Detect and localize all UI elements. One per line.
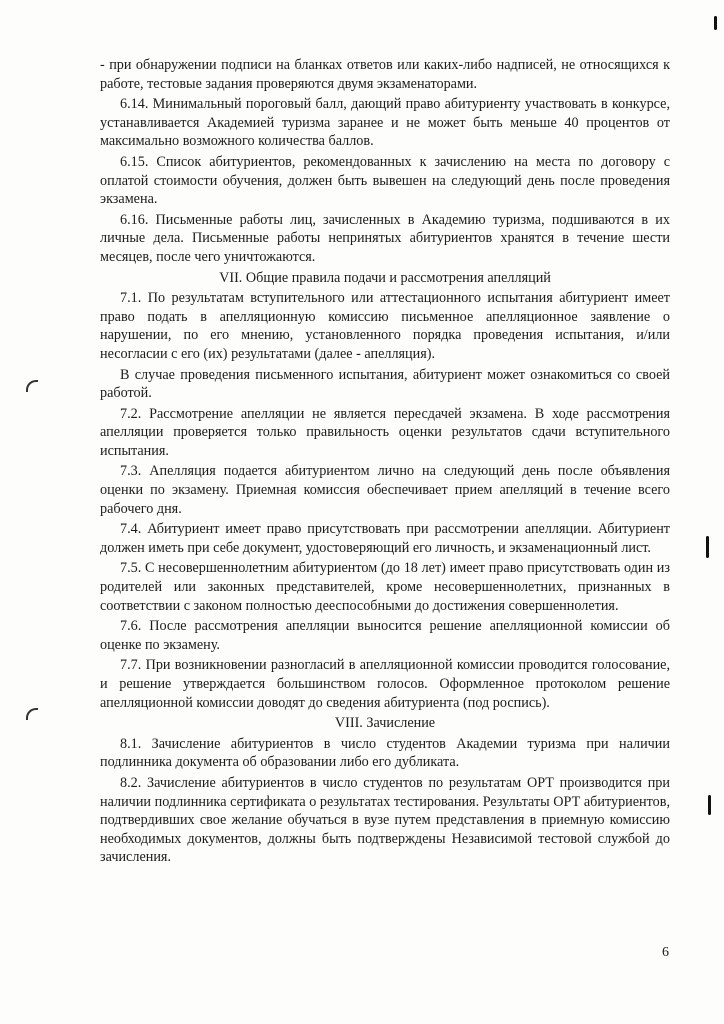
scan-edge-mark [714, 16, 717, 30]
paragraph-6-15: 6.15. Список абитуриентов, рекомендованных к зачислению на места по договору с оплатой стоимости обучения, должен быть вывешен на следующий день после проведения экзамена. [100, 153, 670, 208]
paragraph-7-2: 7.2. Рассмотрение апелляции не является пересдачей экзамена. В ходе рассмотрения апелляции проверяется только правильность оценки результатов сдачи вступительного испытания. [100, 405, 670, 459]
paragraph-7-6: 7.6. После рассмотрения апелляции выносится решение апелляционной комиссии об оценке по экзамену. [100, 618, 670, 653]
paragraph-7-4: 7.4. Абитуриент имеет право присутствовать при рассмотрении апелляции. Абитуриент должен иметь при себе документ, удостоверяющий его личность, и экзаменационный лист. [100, 521, 670, 556]
punch-hole-mark [26, 708, 38, 720]
scan-edge-mark [706, 536, 709, 558]
paragraph-8-1: 8.1. Зачисление абитуриентов в число студентов Академии туризма при наличии подлинника документа об образовании либо его дубликата. [100, 735, 670, 771]
paragraph-exam-signature-rule: - при обнаружении подписи на бланках ответов или каких-либо надписей, не относящихся к работе, тестовые задания проверяются двумя экзаменаторами. [100, 57, 670, 92]
paragraph-7-1: 7.1. По результатам вступительного или аттестационного испытания абитуриент имеет право подать в апелляционную комиссию письменное апелляционное заявление о нарушении, по его мнению, установленного порядка проведения испытания, и/или несогласии с его (их) результатами (далее - апелляция). [100, 290, 670, 362]
paragraph-7-7: 7.7. При возникновении разногласий в апелляционной комиссии проводится голосование, и решение утверждается большинством голосов. Оформленное протоколом решение апелляционной комиссии доводят до сведения абитуриента (под роспись). [100, 657, 670, 711]
scan-edge-mark [708, 795, 711, 815]
paragraph-8-2: 8.2. Зачисление абитуриентов в число студентов по результатам ОРТ производится при наличии подлинника сертификата о результатах тестирования. Результаты ОРТ абитуриентов, подтвердивших свое желание обучаться в вузе путем представления в приемную комиссию необходимых документов, должны быть подтверждены Независимой тестовой службой до зачисления. [100, 774, 670, 866]
paragraph-7-5: 7.5. С несовершеннолетним абитуриентом (до 18 лет) имеет право присутствовать один из родителей или законных представителей, кроме несовершеннолетних, признанных в соответствии с законом полностью дееспособными до достижения совершеннолетия. [100, 560, 670, 614]
document-body [100, 56, 670, 869]
paragraph-6-16: 6.16. Письменные работы лиц, зачисленных в Академию туризма, подшиваются в их личные дела. Письменные работы непринятых абитуриентов хранятся в течение шести месяцев, после чего уничтожаются. [100, 211, 670, 265]
paragraph-6-14: 6.14. Минимальный пороговый балл, дающий право абитуриенту участвовать в конкурсе, устанавливается Академией туризма заранее и не может быть меньше 40 процентов от максимально возможного количества баллов. [100, 96, 670, 150]
page-number: 6 [662, 945, 669, 960]
paragraph-7-3: 7.3. Апелляция подается абитуриентом лично на следующий день после объявления оценки по экзамену. Приемная комиссия обеспечивает прием апелляций в течение всего рабочего дня. [100, 463, 670, 517]
punch-hole-mark [26, 380, 38, 392]
section-heading-vii: VII. Общие правила подачи и рассмотрения апелляций [219, 269, 551, 286]
paragraph-7-1-written: В случае проведения письменного испытания, абитуриент может ознакомиться со своей работой. [100, 366, 670, 402]
section-heading-viii: VIII. Зачисление [334, 715, 436, 732]
